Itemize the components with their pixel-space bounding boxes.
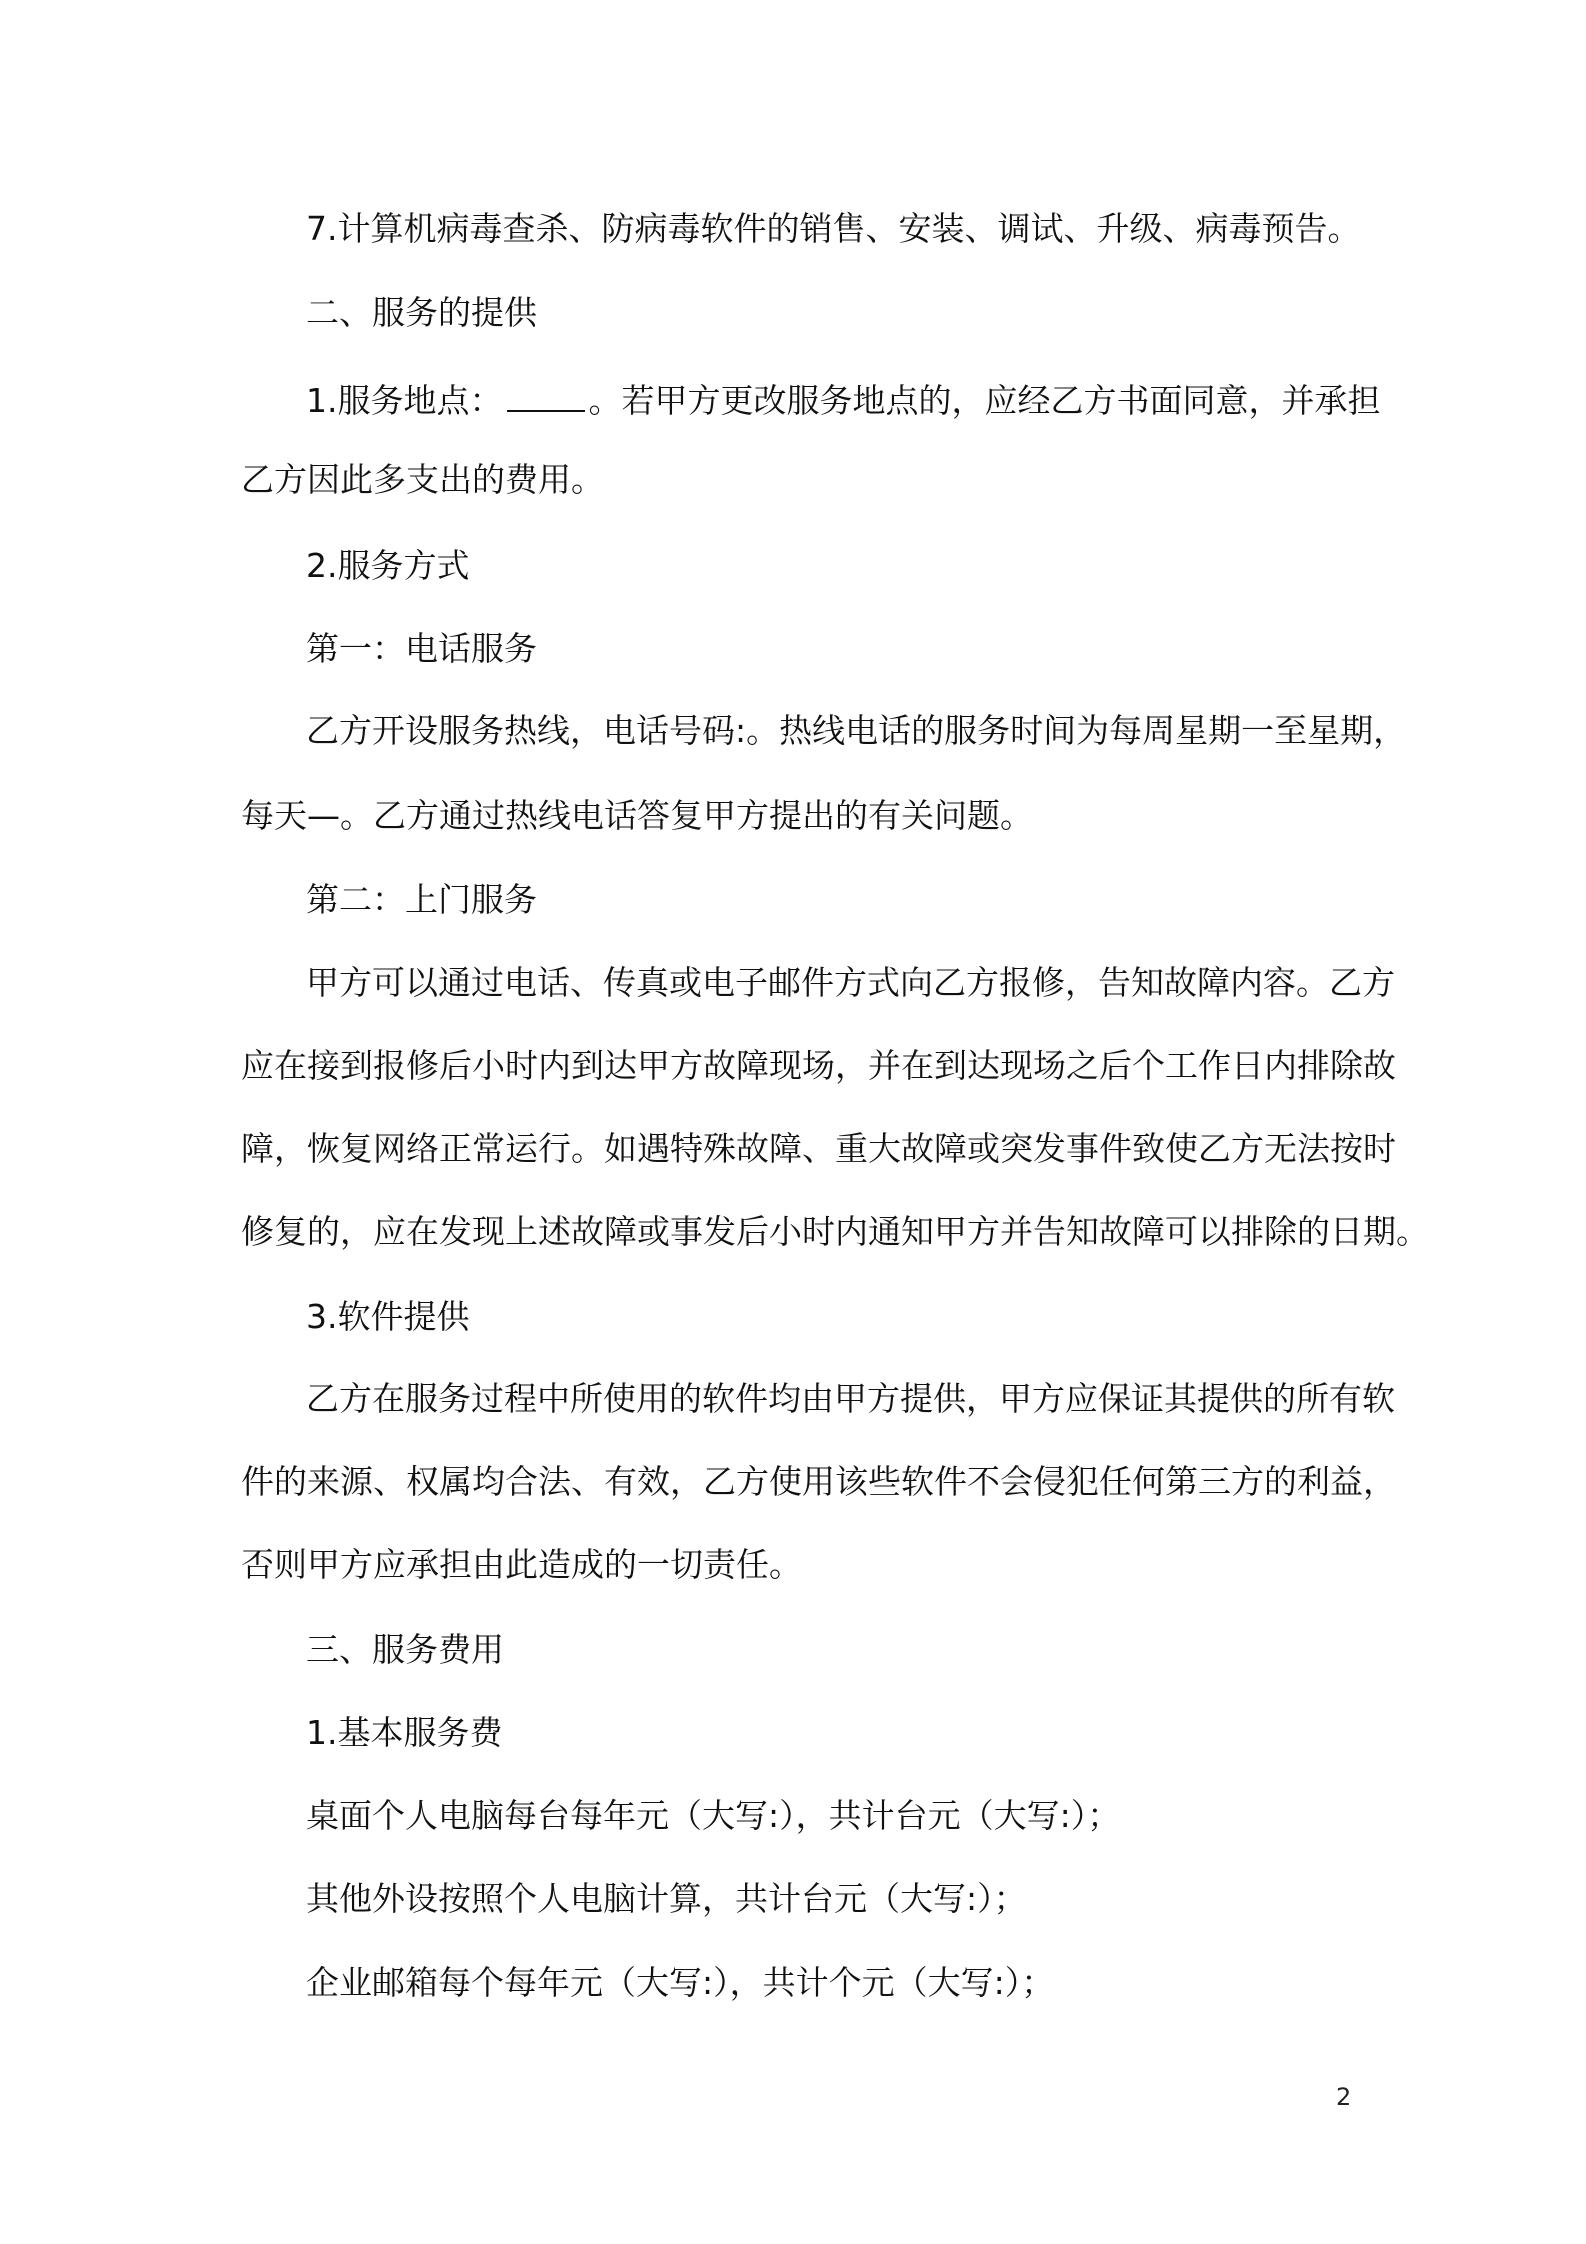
paragraph-software-3: 否则甲方应承担由此造成的一切责任。 [241, 1545, 802, 1584]
service-location-text: 。若甲方更改服务地点的，应经乙方书面同意，并承担 [588, 381, 1381, 420]
heading-onsite-service: 第二：上门服务 [306, 880, 537, 919]
paragraph-service-location [306, 378, 1381, 424]
paragraph-onsite-1: 甲方可以通过电话、传真或电子邮件方式向乙方报修，告知故障内容。乙方 [306, 963, 1395, 1002]
service-location-blank [507, 380, 585, 412]
paragraph-onsite-4: 修复的，应在发现上述故障或事发后小时内通知甲方并告知故障可以排除的日期。 [241, 1212, 1429, 1251]
fee-desktop-pc: 桌面个人电脑每台每年元（大写:），共计台元（大写:）； [306, 1796, 1121, 1835]
heading-service-method: 2.服务方式 [306, 546, 470, 585]
paragraph-antivirus: 7.计算机病毒查杀、防病毒软件的销售、安装、调试、升级、病毒预告。 [306, 209, 1361, 248]
heading-phone-service: 第一：电话服务 [306, 629, 537, 668]
paragraph-service-location-cont: 乙方因此多支出的费用。 [241, 460, 604, 499]
heading-software-provision: 3.软件提供 [306, 1297, 470, 1336]
paragraph-onsite-2: 应在接到报修后小时内到达甲方故障现场，并在到达现场之后个工作日内排除故 [241, 1046, 1396, 1085]
paragraph-hotline-2: 每天—。乙方通过热线电话答复甲方提出的有关问题。 [241, 796, 1033, 835]
paragraph-software-2: 件的来源、权属均合法、有效，乙方使用该些软件不会侵犯任何第三方的利益， [241, 1462, 1396, 1501]
paragraph-hotline-1: 乙方开设服务热线，电话号码:。热线电话的服务时间为每周星期一至星期， [306, 711, 1407, 750]
fee-peripherals: 其他外设按照个人电脑计算，共计台元（大写:）； [306, 1879, 1027, 1918]
section-heading-service-provision: 二、服务的提供 [306, 293, 537, 332]
page-number: 2 [1336, 2083, 1352, 2111]
paragraph-onsite-3: 障，恢复网络正常运行。如遇特殊故障、重大故障或突发事件致使乙方无法按时 [241, 1129, 1396, 1168]
section-heading-service-fee: 三、服务费用 [306, 1630, 504, 1669]
fee-enterprise-mailbox: 企业邮箱每个每年元（大写:），共计个元（大写:）； [306, 1963, 1055, 2002]
paragraph-software-1: 乙方在服务过程中所使用的软件均由甲方提供，甲方应保证其提供的所有软 [306, 1379, 1395, 1418]
service-location-label: 1.服务地点： [306, 381, 503, 420]
heading-basic-fee: 1.基本服务费 [306, 1713, 503, 1752]
